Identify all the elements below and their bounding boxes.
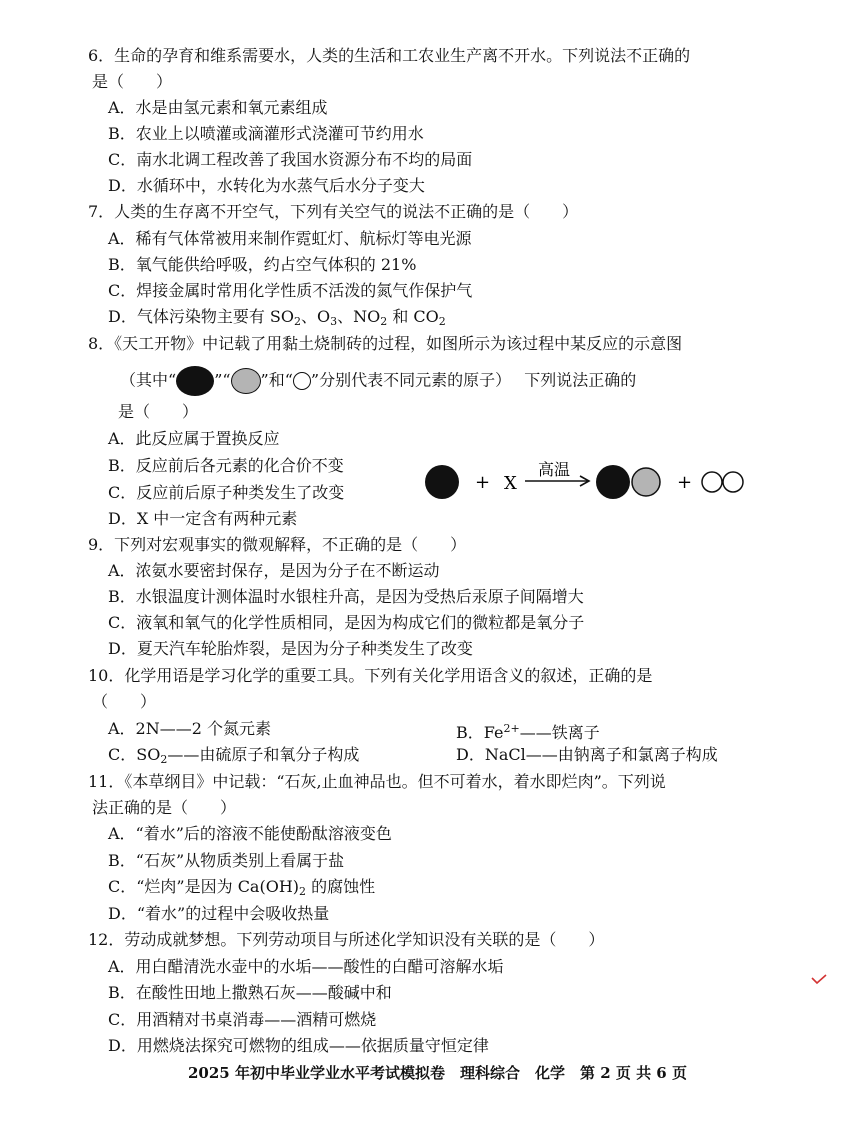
q10-option-a: A．2N——2 个氮元素: [108, 719, 272, 738]
product-gray-atom-icon: [632, 468, 660, 496]
q6-option-b: B．农业上以喷灌或滴灌形式浇灌可节约用水: [108, 124, 424, 143]
q11-option-b: B．“石灰”从物质类别上看属于盐: [108, 851, 345, 870]
q6-stem: 6．生命的孕育和维系需要水，人类的生活和工农业生产离不开水。下列说法不正确的: [88, 46, 691, 65]
q8-stem-cont: 是（ ）: [118, 402, 199, 421]
q11-option-c: C．“烂肉”是因为 $Ca(OH)_2$ 的腐蚀性: [108, 877, 376, 898]
black-atom-icon: [176, 366, 214, 396]
page-footer: 2025 年初中毕业学业水平考试模拟卷 理科综合 化学 第 2 页 共 6 页: [188, 1064, 687, 1082]
q10-option-d: D．NaCl——由钠离子和氯离子构成: [456, 745, 718, 764]
q8-option-b: B．反应前后各元素的化合价不变: [108, 456, 344, 475]
q11-stem-cont: 法正确的是（ ）: [92, 798, 237, 817]
q9-option-b: B．水银温度计测体温时水银柱升高，是因为受热后汞原子间隔增大: [108, 587, 584, 606]
gray-atom-icon: [231, 368, 261, 394]
product-black-atom-icon: [596, 465, 630, 499]
q11-stem: 11．《本草纲目》中记载：“石灰,止血神品也。但不可着水，着水即烂肉”。下列说: [88, 772, 666, 791]
q10-stem-cont: （ ）: [92, 692, 157, 711]
check-mark-icon: [810, 972, 828, 986]
q9-option-c: C．液氧和氧气的化学性质相同，是因为构成它们的微粒都是氧分子: [108, 613, 585, 632]
white-atom-icon: [293, 372, 311, 390]
q9-stem: 9．下列对宏观事实的微观解释，不正确的是（ ）: [88, 535, 467, 554]
q7-option-d: D．气体污染物主要有 $SO_2$、$O_3$、$NO_2$ 和 $CO_2$: [108, 307, 446, 328]
q8-option-a: A．此反应属于置换反应: [108, 429, 280, 448]
reaction-condition: 高温: [538, 460, 571, 479]
q10-option-c: C．$SO_2——$由硫原子和氧分子构成: [108, 745, 360, 766]
q11-option-a: A．“着水”后的溶液不能使酚酞溶液变色: [108, 824, 392, 843]
q8-stem: 8．《天工开物》中记载了用黏土烧制砖的过程，如图所示为该过程中某反应的示意图: [88, 334, 683, 353]
q7-stem: 7．人类的生存离不开空气，下列有关空气的说法不正确的是（ ）: [88, 202, 579, 221]
q6-option-c: C．南水北调工程改善了我国水资源分布不均的局面: [108, 150, 473, 169]
q8-option-c: C．反应前后原子种类发生了改变: [108, 483, 345, 502]
q12-option-d: D．用燃烧法探究可燃物的组成——依据质量守恒定律: [108, 1036, 489, 1055]
reaction-diagram: [415, 455, 755, 507]
product-white-atom-2-icon: [723, 472, 743, 492]
reaction-plus-1: +: [475, 472, 491, 493]
reaction-plus-2: +: [677, 472, 693, 493]
product-white-atom-1-icon: [702, 472, 722, 492]
q12-option-c: C．用酒精对书桌消毒——酒精可燃烧: [108, 1010, 377, 1029]
q7-option-a: A．稀有气体常被用来制作霓虹灯、航标灯等电光源: [108, 229, 472, 248]
q7-option-b: B．氧气能供给呼吸，约占空气体积的 21%: [108, 255, 417, 274]
q8-option-d: D．X 中一定含有两种元素: [108, 509, 298, 528]
q10-stem: 10．化学用语是学习化学的重要工具。下列有关化学用语含义的叙述，正确的是: [88, 666, 653, 685]
q12-stem: 12．劳动成就梦想。下列劳动项目与所述化学知识没有关联的是（ ）: [88, 930, 605, 949]
q8-legend: （其中“ ”“ ”和“ ”分别代表不同元素的原子） 下列说法正确的: [120, 366, 636, 396]
q6-stem-cont: 是（ ）: [92, 72, 173, 91]
q11-option-d: D．“着水”的过程中会吸收热量: [108, 904, 330, 923]
q6-option-a: A．水是由氢元素和氧元素组成: [108, 98, 328, 117]
q7-option-c: C．焊接金属时常用化学性质不活泼的氮气作保护气: [108, 281, 473, 300]
q9-option-d: D．夏天汽车轮胎炸裂，是因为分子种类发生了改变: [108, 639, 473, 658]
reactant-atom-icon: [425, 465, 459, 499]
q6-option-d: D．水循环中，水转化为水蒸气后水分子变大: [108, 176, 425, 195]
q12-option-a: A．用白醋清洗水壶中的水垢——酸性的白醋可溶解水垢: [108, 957, 504, 976]
q12-option-b: B．在酸性田地上撒熟石灰——酸碱中和: [108, 983, 392, 1002]
q9-option-a: A．浓氨水要密封保存，是因为分子在不断运动: [108, 561, 440, 580]
reactant-x-label: X: [504, 473, 517, 494]
q10-option-b: B．$Fe^{2+}——$铁离子: [456, 722, 600, 742]
